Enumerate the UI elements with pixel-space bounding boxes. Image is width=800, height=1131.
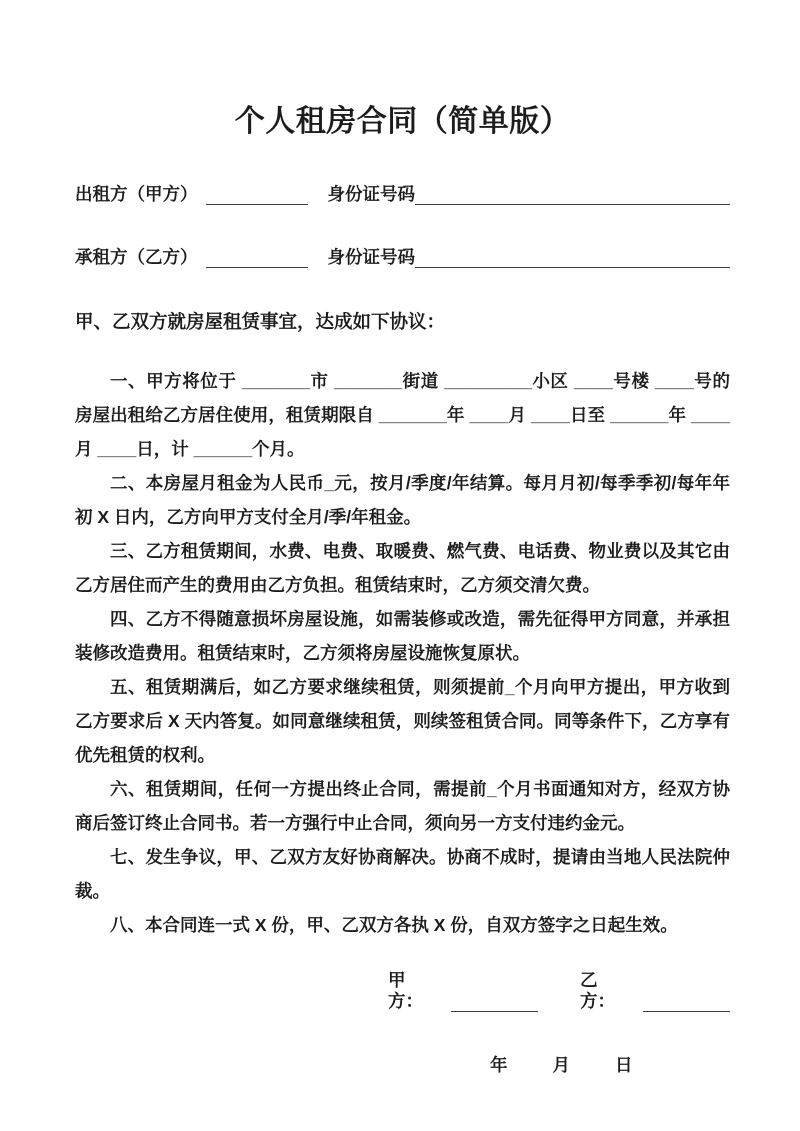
party-b-sign-label: 乙方： <box>580 970 615 1011</box>
clause-3: 三、乙方租赁期间，水费、电费、取暖费、燃气费、电话费、物业费以及其它由乙方居住而产生的费用由乙方负担。租赁结束时，乙方须交清欠费。 <box>75 541 730 595</box>
clause-8: 八、本合同连一式 X 份，甲、乙双方各执 X 份，自双方签字之日起生效。 <box>110 915 678 935</box>
clause-7: 七、发生争议，甲、乙双方友好协商解决。协商不成时，提请由当地人民法院仲裁。 <box>75 847 730 901</box>
lessee-id-blank <box>415 247 730 268</box>
month-label: 月 <box>552 1055 570 1075</box>
party-a-sign-label: 甲方： <box>388 970 423 1011</box>
clause-list <box>75 364 730 942</box>
lessor-name-blank <box>206 184 308 205</box>
lessor-id-blank <box>415 184 730 205</box>
lessee-name-blank <box>206 247 308 268</box>
party-b-sign-blank <box>643 991 730 1012</box>
clause-4: 四、乙方不得随意损坏房屋设施，如需装修或改造，需先征得甲方同意，并承担装修改造费用。租赁结束时，乙方须将房屋设施恢复原状。 <box>75 609 730 663</box>
clause-5: 五、租赁期满后，如乙方要求继续租赁，则须提前_个月向甲方提出，甲方收到乙方要求后 X 天内答复。如同意继续租赁，则续签租赁合同。同等条件下，乙方享有优先租赁的权利。 <box>75 677 730 765</box>
clause-6: 六、租赁期间，任何一方提出终止合同，需提前_个月书面通知对方，经双方协商后签订终止合同书。若一方强行中止合同，须向另一方支付违约金元。 <box>75 779 730 833</box>
party-a-sign-blank <box>451 991 538 1012</box>
lessor-row <box>75 184 730 205</box>
clause-2: 二、本房屋月租金为人民币_元，按月/季度/年结算。每月月初/每季季初/每年年初 X 日内，乙方向甲方支付全月/季/年租金。 <box>75 473 730 527</box>
lessor-id-label: 身份证号码 <box>327 184 415 204</box>
clause-1: 一、甲方将位于 _______市 _______街道 _________小区 ____号楼 ____号的房屋出租给乙方居住使用，租赁期限自 _______年 ____月 ____日至 ______年 ____月 ____日，计 ______个月。 <box>75 371 730 459</box>
lessee-id-label: 身份证号码 <box>327 247 415 267</box>
lessor-label: 出租方（甲方） <box>75 184 198 204</box>
lessee-label: 承租方（乙方） <box>75 247 198 267</box>
lessee-row <box>75 247 730 268</box>
preamble-heading: 甲、乙双方就房屋租赁事宜，达成如下协议： <box>75 311 446 332</box>
date-row <box>490 1052 730 1077</box>
year-label: 年 <box>490 1055 508 1075</box>
document-title: 个人租房合同（简单版） <box>234 105 571 138</box>
signature-row <box>388 970 730 1012</box>
day-label: 日 <box>615 1055 633 1075</box>
